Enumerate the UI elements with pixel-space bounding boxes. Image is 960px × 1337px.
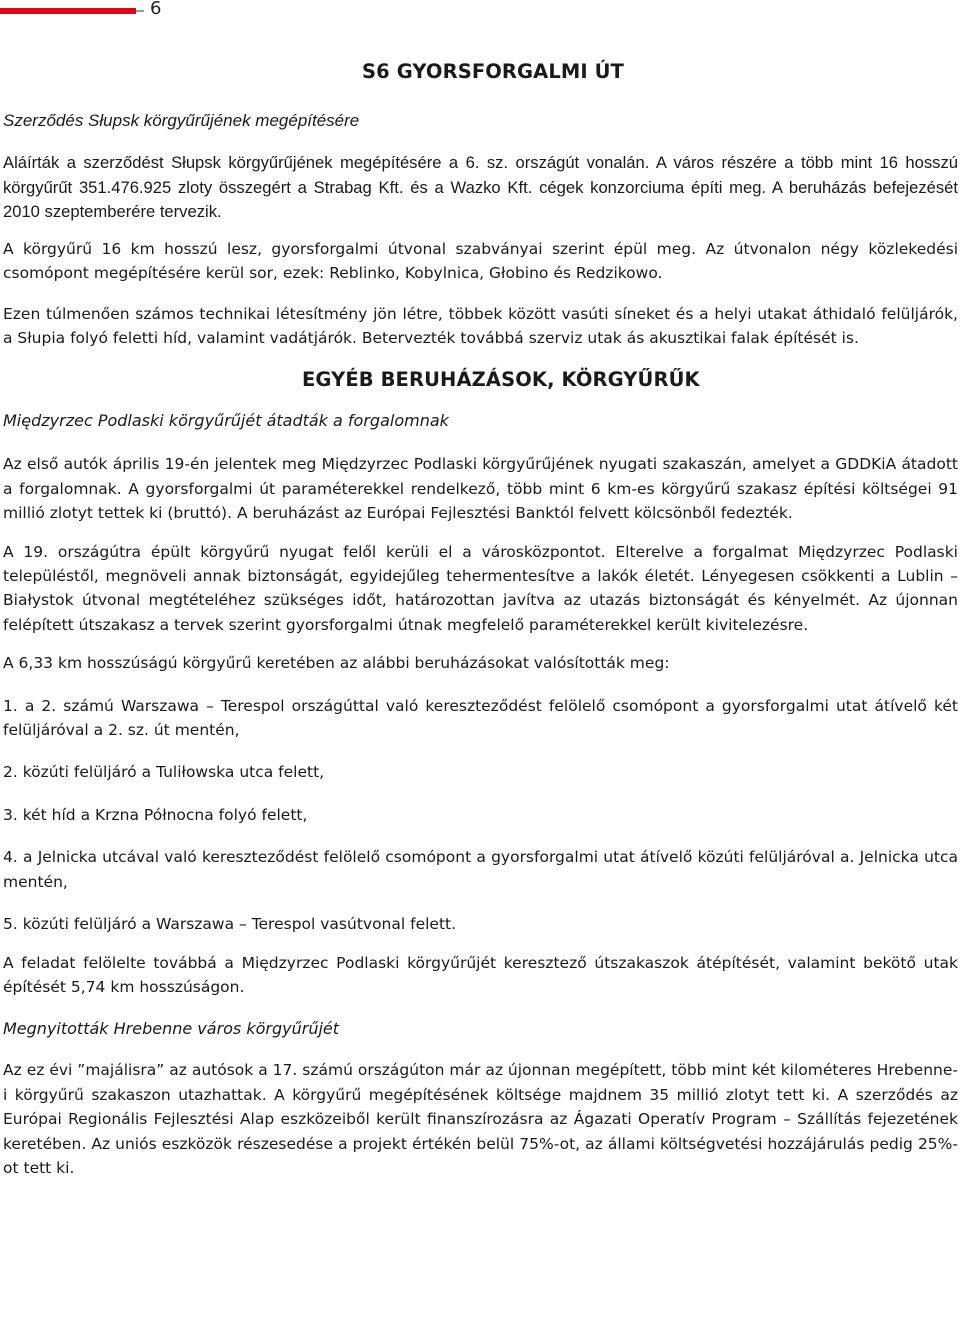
subheading-hrebenne: Megnyitották Hrebenne város körgyűrűjét [3,1019,340,1039]
accent-bar [0,8,136,14]
section-title-s6: S6 GYORSFORGALMI ÚT [362,60,624,83]
page-number: 6 [150,0,162,19]
list-item: 2. közúti felüljáró a Tuliłowska utca felett, [3,763,325,782]
list-item: 4. a Jelnicka utcával való kereszteződést felölelő csomópont a gyorsforgalmi utat átívelő közúti felüljáróval a. Jelnicka utca mentén, [3,848,958,891]
list-item: 3. két híd a Krzna Północna folyó felett, [3,805,308,824]
paragraph: A körgyűrű 16 km hosszú lesz, gyorsforgalmi útvonal szabványai szerint épül meg. Az útvonalon négy közlekedési csomópont megépítésére kerül sor, ezek: Reblinko, Kobylnica, Głobino és Redzikowo. [3,239,958,283]
list-item: 5. közúti felüljáró a Warszawa – Terespol vasútvonal felett. [3,915,457,934]
section-title-other: EGYÉB BERUHÁZÁSOK, KÖRGYŰRŰK [302,368,700,392]
paragraph: Ezen túlmenően számos technikai létesítmény jön létre, többek között vasúti síneket és a helyi utakat áthidaló felüljárók, a Słupia folyó feletti híd, valamint vadátjárók. Betervezték továbbá szerviz utak ás akusztikai falak építését is. [3,304,958,347]
paragraph: Aláírták a szerződést Słupsk körgyűrűjének megépítésére a 6. sz. országút vonalán. A város részére a több mint 16 hosszú körgyűrűt 351.476.925 zloty összegért a Strabag Kft. és a Wazko Kft. cégek konzorciuma építi meg. A beruházás befejezését 2010 szeptemberére tervezik. [3,153,958,222]
paragraph: Az első autók április 19-én jelentek meg Międzyrzec Podlaski körgyűrűjének nyugati szakaszán, amelyet a GDDKiA átadott a forgalomnak. A gyorsforgalmi út paraméterekkel rendelkező, több mint 6 km-es körgyűrű szakasz építési költségei 91 millió zlotyt tettek ki (bruttó). A beruházást az Európai Fejlesztési Banktól felvett kölcsönből fedezték. [3,455,958,523]
paragraph: A 19. országútra épült körgyűrű nyugat felől kerüli el a városközpontot. Elterelve a forgalmat Międzyrzec Podlaski településtől, megnöveli annak biztonságát, egyidejűleg tehermentesítve a lakók életét. Lényegesen csökkenti a Lublin – Białystok útvonal megtételéhez szükséges időt, határozottan javítva az utazás biztonságát és kényelmét. Az újonnan felépített útszakasz a tervek szerint gyorsforgalmi útnak megfelelő paraméterekkel került kivitelezésre. [3,542,958,634]
paragraph: A feladat felölelte továbbá a Międzyrzec Podlaski körgyűrűjét keresztező útszakaszok átépítését, valamint bekötő utak építését 5,74 km hosszúságon. [3,953,958,996]
list-item: 1. a 2. számú Warszawa – Terespol országúttal való kereszteződést felölelő csomópont a gyorsforgalmi utat átívelő két felüljáróval a 2. sz. út mentén, [3,696,958,740]
paragraph: Az ez évi ”majálisra” az autósok a 17. számú országúton már az újonnan megépített, több mint két kilométeres Hrebenne-i körgyűrű szakaszon utazhattak. A körgyűrű megépítésének költsége majdnem 35 millió zlotyt tett ki. A szerződés az Európai Regionális Fejlesztési Alap eszközeiből került finanszírozásra az Ágazati Operatív Program – Szállítás fejezetének keretében. Az uniós eszközök részesedése a projekt értékén belül 75%-ot, az állami költségvetési hozzájárulás pedig 25%-ot tett ki. [3,1061,958,1177]
subheading-miedzyrzec: Międzyrzec Podlaski körgyűrűjét átadták a forgalomnak [3,411,449,431]
subheading-slupsk: Szerződés Słupsk körgyűrűjének megépítésére [3,111,360,130]
paragraph: A 6,33 km hosszúságú körgyűrű keretében az alábbi beruházásokat valósították meg: [3,654,670,673]
document-body [3,60,958,1180]
header-divider [136,10,144,12]
page-header [0,0,960,30]
